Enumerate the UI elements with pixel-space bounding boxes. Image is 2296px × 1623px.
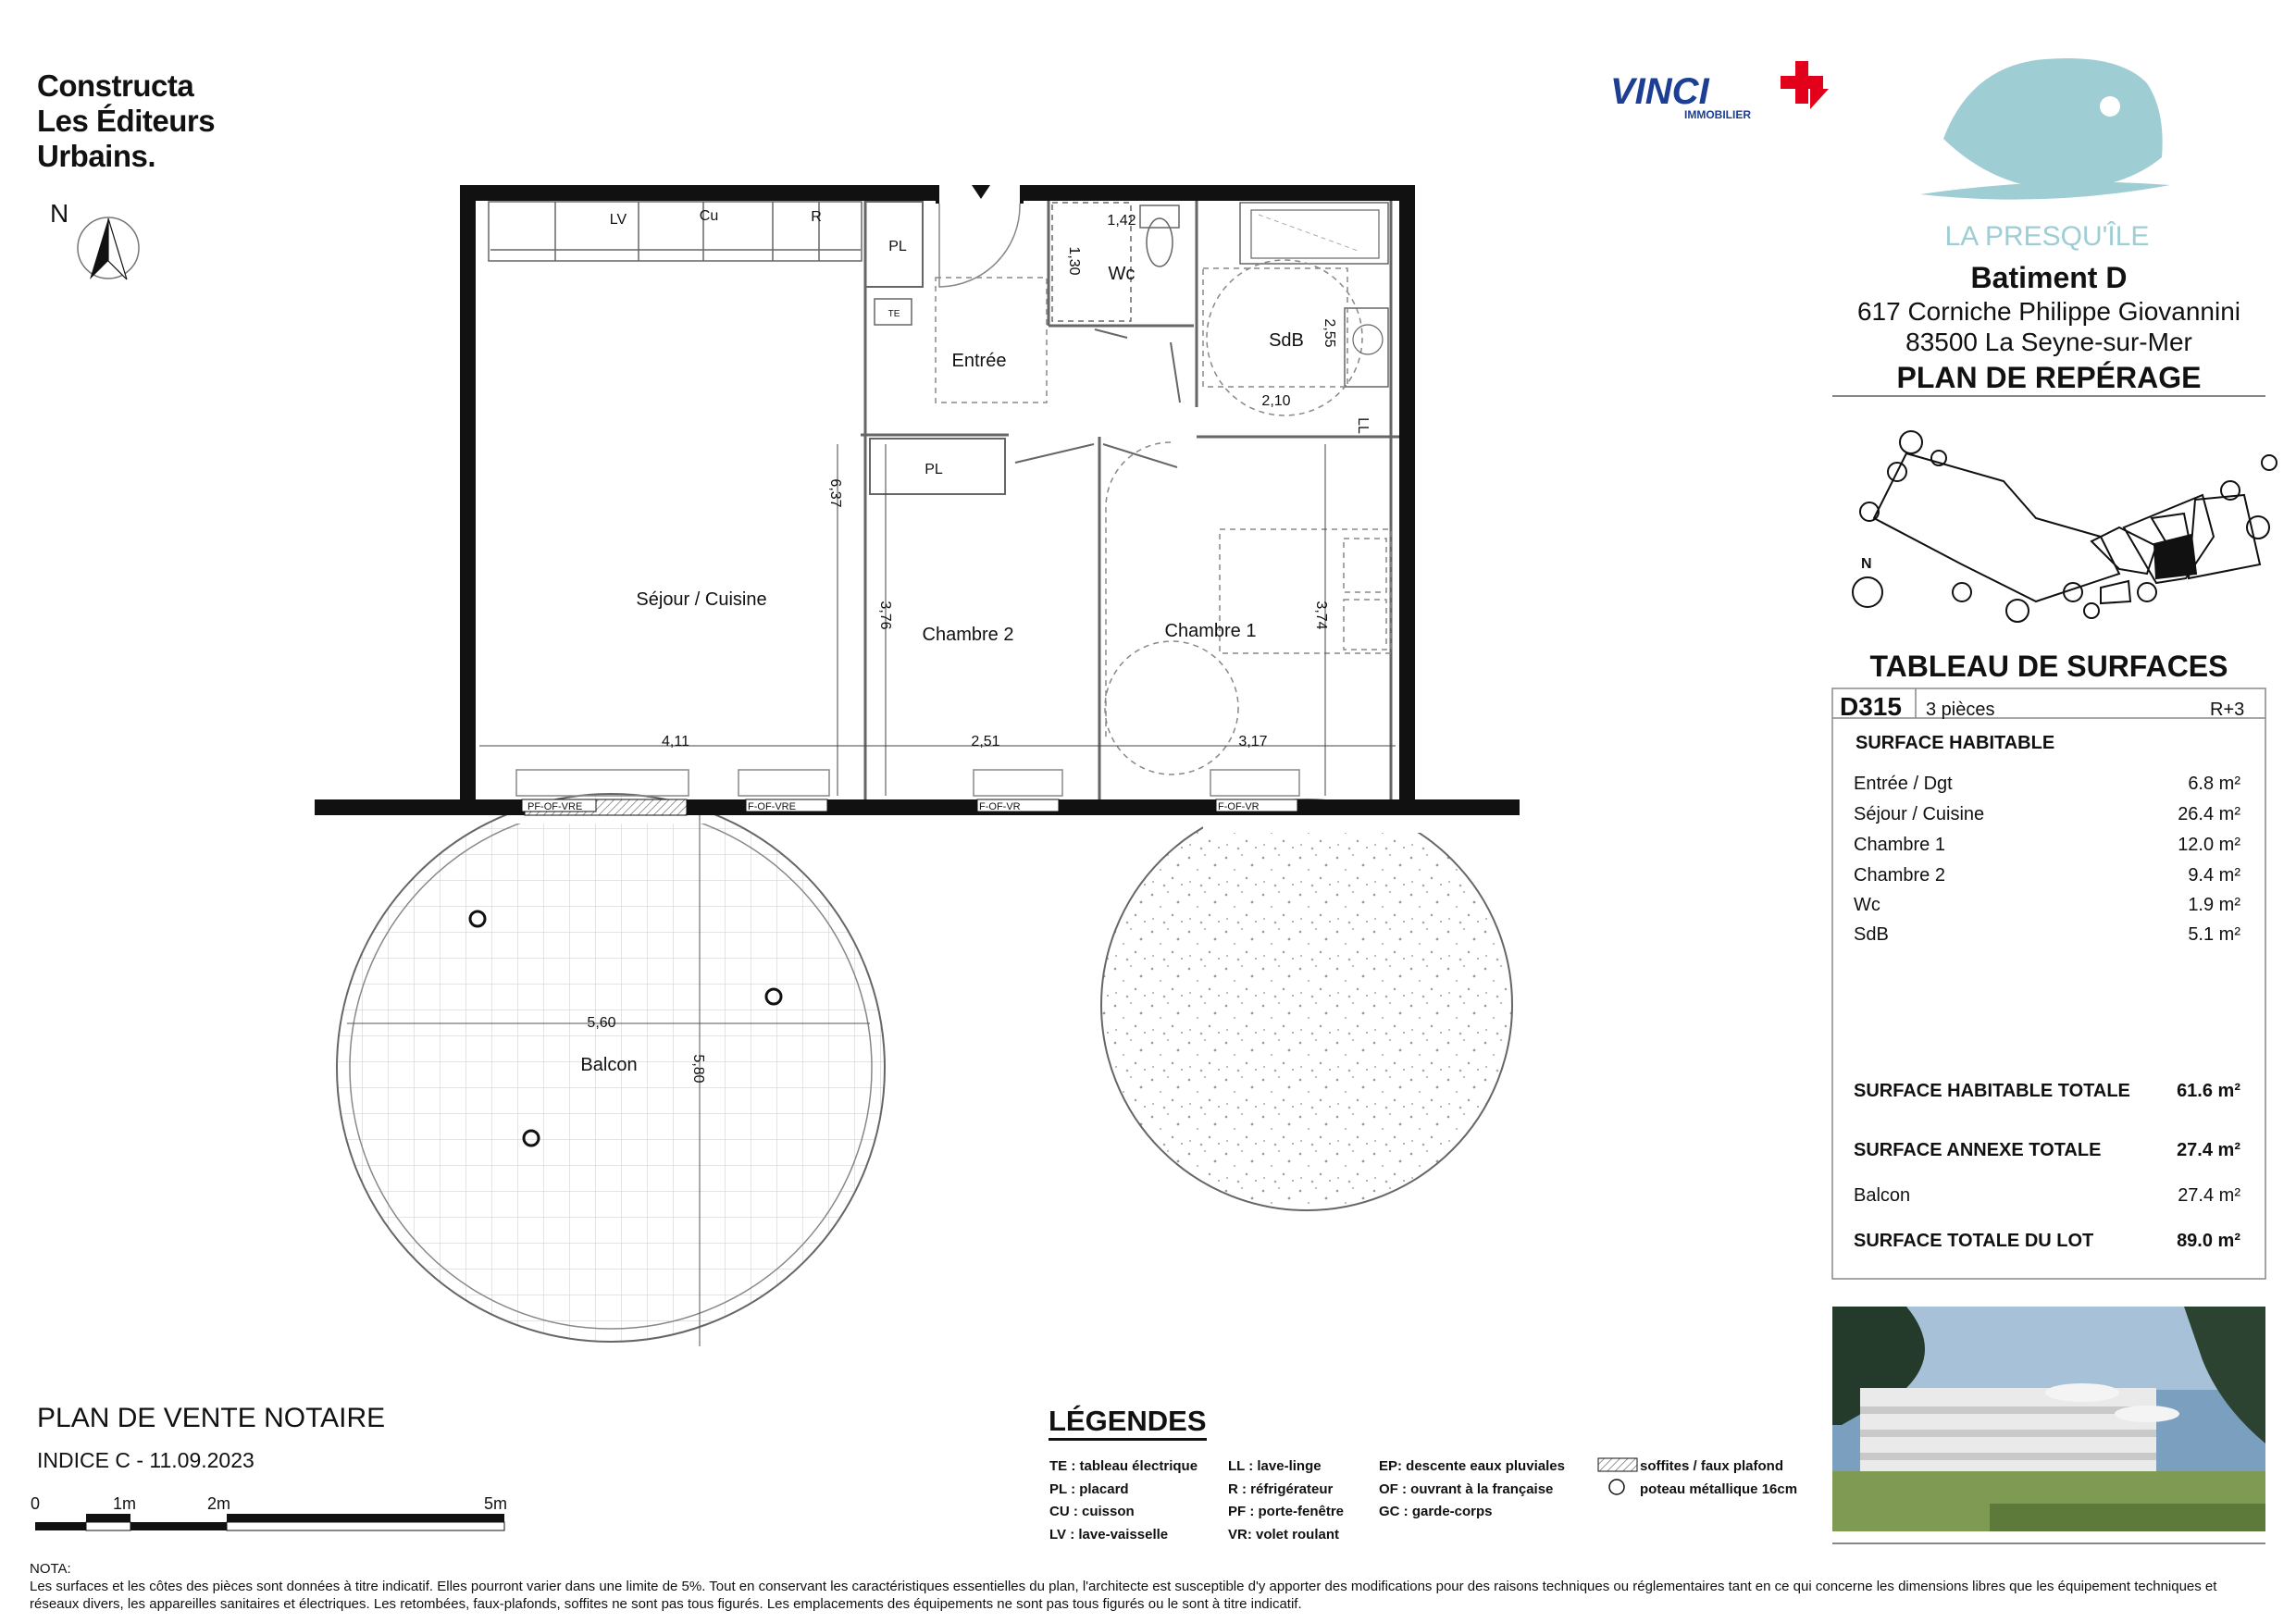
lot-info [1832, 259, 2265, 398]
fixture-label: LL [1355, 417, 1371, 434]
address-line: 83500 La Seyne-sur-Mer [1905, 328, 2192, 356]
dimension-label: 2,10 [1261, 393, 1291, 409]
entrance-arrow-icon [972, 185, 990, 199]
building-name: Batiment D [1970, 261, 2128, 294]
svg-text:VINCI: VINCI [1610, 71, 1709, 112]
fixture-label: Cu [699, 208, 719, 224]
rooms-count: 3 pièces [1926, 700, 1995, 720]
locator-title: PLAN DE REPÉRAGE [1896, 361, 2202, 394]
site-north-label: N [1861, 556, 1872, 572]
plan-title: PLAN DE VENTE NOTAIRE [37, 1403, 386, 1433]
scale-label: 1m [113, 1494, 137, 1513]
dimension-label: 5,80 [690, 1054, 706, 1084]
fixture-label: LV [609, 212, 627, 228]
legend-column: LL : lave-linge R : réfrigérateur PF : porte-fenêtre VR: volet roulant [1228, 1458, 1345, 1542]
dimension-label: 5,60 [587, 1015, 616, 1031]
svg-text:LA PRESQU'ÎLE: LA PRESQU'ÎLE [1944, 221, 2150, 252]
vinci-logo [1610, 61, 1829, 121]
dimension-label: 1,30 [1066, 246, 1082, 276]
developer-logo-line: Les Éditeurs [37, 104, 216, 138]
legend-title: LÉGENDES [1049, 1405, 1207, 1441]
dimension-label: 3,17 [1238, 734, 1268, 750]
facade-slab [315, 799, 1520, 815]
site-plan-map [1853, 431, 2277, 622]
dimension-label: 1,42 [1107, 213, 1136, 229]
room-label: Chambre 1 [1164, 621, 1257, 641]
room-label: Chambre 2 [922, 625, 1014, 645]
scale-bar [35, 1514, 504, 1530]
developer-logo [37, 68, 215, 174]
scale-label: 0 [31, 1494, 41, 1513]
legend-column: TE : tableau électrique PL : placard CU : cuisson LV : lave-vaisselle [1049, 1458, 1198, 1542]
kitchen-counter [489, 202, 862, 261]
building-photo [1832, 1307, 2265, 1531]
dimension-label: 4,11 [662, 734, 689, 750]
dimension-label: 6,37 [827, 478, 843, 508]
dimension-label: 2,55 [1322, 318, 1337, 348]
plan-index: INDICE C - 11.09.2023 [37, 1448, 254, 1472]
project-logo [1920, 58, 2170, 252]
habitable-heading: SURFACE HABITABLE [1855, 733, 2055, 753]
opening-label: F-OF-VRE [748, 801, 796, 812]
room-label: SdB [1269, 330, 1304, 351]
nota-text: Les surfaces et les côtes des pièces sont données à titre indicatif. Elles pourront varier dans une limite de 5%. Tout en conservant les caractéristiques essentielles du plan, l'architecte est susceptible d'y apporter des modifications pour des raisons techniques ou réglementaires tant en ce qui concerne les dimensions libres que les équipement techniques et réseaux divers, les appareilles sanitaires et électriques. Les retombées, faux-plafonds, soffites ne sont pas tous figurés. Les emplacements des équipements ne sont pas tous figurés ou le sont à titre indicatif. [30, 1579, 2217, 1612]
surfaces-title: TABLEAU DE SURFACES [1869, 650, 2228, 683]
room-label: Entrée [951, 351, 1007, 371]
svg-text:IMMOBILIER: IMMOBILIER [1684, 108, 1751, 121]
legend-column: soffites / faux plafond poteau métallique 16cm [1640, 1458, 1798, 1497]
soffit-hatch-icon [1598, 1458, 1637, 1471]
opening-label: F-OF-VR [979, 801, 1021, 812]
fixture-label: TE [887, 309, 900, 319]
address-line: 617 Corniche Philippe Giovannini [1856, 297, 2241, 326]
north-compass-icon [78, 217, 139, 279]
disclaimer-note [30, 1560, 2269, 1613]
fixture-label: PL [888, 239, 907, 254]
north-label: N [50, 199, 69, 228]
fixture-label: PL [925, 462, 943, 477]
scale-label: 5m [484, 1494, 508, 1513]
room-label: Balcon [580, 1055, 638, 1075]
developer-logo-line: Urbains. [37, 139, 156, 173]
opening-label: F-OF-VR [1218, 801, 1260, 812]
dimension-label: 2,51 [971, 734, 1000, 750]
legend-column: EP: descente eaux pluviales OF : ouvrant à la française GC : garde-corps [1379, 1458, 1565, 1519]
nota-title: NOTA: [30, 1561, 71, 1577]
dimension-label: 3,76 [877, 601, 893, 630]
opening-label: PF-OF-VRE [527, 801, 583, 812]
developer-logo-line: Constructa [37, 68, 194, 103]
post-icon [1609, 1480, 1624, 1494]
scale-label: 2m [207, 1494, 231, 1513]
planted-terrace [1101, 799, 1512, 1210]
fixture-label: R [811, 209, 822, 225]
floor-level: R+3 [2210, 700, 2245, 720]
room-label: Wc [1108, 264, 1136, 284]
lot-number: D315 [1840, 692, 1902, 721]
room-label: Séjour / Cuisine [636, 589, 767, 610]
dimension-label: 3,74 [1313, 601, 1329, 630]
